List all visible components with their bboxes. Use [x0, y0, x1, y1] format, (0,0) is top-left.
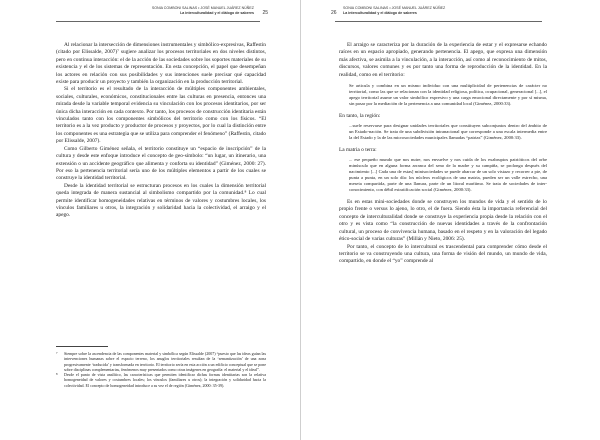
header-rule — [335, 21, 542, 22]
header-authors: SONIA COMBONI SALINAS • JOSÉ MANUEL JUÁREZ NÚÑEZ — [151, 6, 254, 10]
footnote-text: Desde el punto de vista analítico, las características que permiten identificar dichas formas identitarias son la relativa homogeneidad de valores y costumbres locales; los vínculos (familiares u otros); la integración y solidaridad hacia la colectividad. El concepto de homogeneidad introduce a su vez el de región (Giménez, 2000: 35-39). — [64, 372, 266, 388]
right-page — [300, 0, 600, 440]
paragraph: Es en estas mini-sociedades donde se construyen los mundos de vida y el sentido de lo propio frente o versus lo ajeno, lo otro, el de fuera. Siendo ésta la importancia referencial del concepto de interculturalidad donde se construye la experiencia propia desde la relación con el otro y es vista como “la construcción de nuevas identidades a través de la confrontación cultural, un proceso de convivencia humana, basado en el respeto y en la valoración del legado ético-social de varias culturas” (Millán y Nieto, 2006: 25). — [339, 199, 547, 243]
running-header — [152, 6, 254, 16]
paragraph: Al relacionar la intersección de dimensiones instrumentales y simbólico-expresivas, Raffestin (citado por Elissalde, 2007)⁷ sugiere analizar los procesos territoriales en dos niveles distintos, pero en continua interacción: el de la acción de las sociedades sobre los soportes materiales de su existencia y el de los sistemas de representación. En esta concepción, el papel que desempeñan los actores en relación con sus posibilidades y sus intenciones suele precisar qué capacidad existe para producir un proyecto y también la organización en la producción territorial. — [56, 42, 266, 86]
header-rule — [56, 21, 260, 22]
page-number: 25 — [262, 10, 268, 16]
footnote-mark: 8 — [56, 372, 58, 377]
footnotes — [56, 351, 266, 388]
paragraph: El arraigo se caracteriza por la duración de la experiencia de estar y el expresarse echando raíces en un espacio apropiado, generando pertenencia. El apego, que expresa una dimensión más afectiva, se asimila a la vinculación, a la interacción, así como al reconocimiento de mitos, discursos, valores comunes y es por tanto una forma de reproducción de la identidad. En la realidad, como en el territorio: — [339, 42, 547, 78]
quote-lead: En tanto, la región: — [339, 113, 381, 120]
footnote-text: Siempre sobre la ascendencia de las componentes material y simbólica según Elissalde (2007) “puesto que las ideas guían las intervenciones humanas sobre el espacio terreno, los anuglos territoriales resultan de la ‘semantización’ de una zona progresivamente ‘traducida’ y transformada en territorio. El territorio sería en esta acción a un edificio conceptual que se pone sobre disciplinas complementarias, fenómenos muy presentados como otras imágenes en geografía: el material y el ideal”. — [64, 351, 266, 372]
footnote — [56, 351, 266, 372]
footnote-rule — [56, 346, 108, 347]
paragraph: Desde la identidad territorial se estructuran procesos en los cuales la dimensión territorial queda integrada de manera sustancial al simbolismo compartido por la comunidad.⁸ Lo cual permite identificar homogeneidades relativas en términos de valores y costumbres locales, los vínculos familiares u otros, la integración y solidaridad hacia la colectividad, el arraigo y el apego. — [56, 182, 266, 219]
block-quote: Se articula y combina en un mismo individuo con una multiplicidad de pertenencias de carácter no territorial, como las que se relacionan con la identidad religiosa, política, ocupacional, generacional [...], el apego territorial asume un valor simbólico expresivo y una carga emocional directamente y por sí misma, sin pasar por la mediación de la pertenencia a una comunidad local (Giménez, 2000:33). — [349, 83, 547, 107]
header-subtitle: La interculturalidad y el diálogo de saberes — [180, 11, 254, 15]
block-quote: ...suele reservarse para designar unidades territoriales que constituyen subconjuntos dentro del ámbito de un Estado-nación. Se trata de una subdivisión intranacional que corresponde a una escala intermedia entre la del Estado y la de las microsociedades municipales llamadas “patrias” (Giménez, 2000:33). — [349, 122, 547, 140]
header-authors: SONIA COMBONI SALINAS • JOSÉ MANUEL JUÁREZ NÚÑEZ — [343, 6, 446, 10]
quote-lead: La matria o terra: — [339, 147, 377, 154]
page-number: 26 — [331, 10, 337, 16]
footnote-mark: 7 — [56, 351, 58, 355]
running-header — [343, 6, 445, 16]
paragraph: Como Gilberto Giménez señala, el territorio constituye un “espacio de inscripción” de la cultura y desde este enfoque introduce el concepto de geo-símbolo: “un lugar, un itinerario, una extensión o un accidente geográfico que alimenta y conforta su identidad” (Giménez, 2000: 27). Por eso la pertenencia territorial sería uno de los múltiples elementos a partir de los cuales se construye la identidad territorial. — [56, 145, 266, 182]
body-text — [339, 42, 547, 266]
paragraph: Por tanto, el concepto de lo intercultural es trascendental para comprender cómo desde el territorio se va construyendo una cultura, una forma de visión del mundo, un mundo de vida, compartido, en donde el “yo” comprende al — [339, 243, 547, 265]
footnote — [56, 372, 266, 388]
paragraph: Si el territorio es el resultado de la interacción de múltiples componentes ambientales, sociales, culturales, económicos, constitucionales entre las culturas en presencia, entonces una mirada desde la variable temporal evidencia su vinculación con los procesos identitarios, por ser única dicha interacción en cada contexto. Por tanto, los procesos de construcción identitaria están vinculados tanto con los componentes simbólicos del territorio como con los físicos. “El territorio es a la vez producto y productor de procesos y proyectos, por lo cual la distinción entre los componentes es una estrategia que se utiliza para comprender el fenómeno” (Raffestin, citado por Elissalde, 2007). — [56, 86, 267, 145]
body-text — [56, 42, 266, 220]
block-quote: ... ese pequeño mundo que nos nutre, nos envuelve y nos cuida de los exabruptos patrióticos del orbe minúsculo que en alguna forma arranca del seno de la madre y su campiña, se prolonga después del nacimiento [...] Cada una de estas] minisociedades se puede abarcar de un solo vistazo y recorrer a pie, de punta a punta, en un solo día: los núcleos ecológicos de una matria, pueden ser un valle estrecho, una meseta compartida, parte de una llanura, parte de un litoral marítimo. Se trata de sociedades de inter-conocimiento, con débil estratificación social (Giménez, 2000:33). — [349, 156, 547, 192]
header-subtitle: La interculturalidad y el diálogo de saberes — [343, 11, 417, 15]
